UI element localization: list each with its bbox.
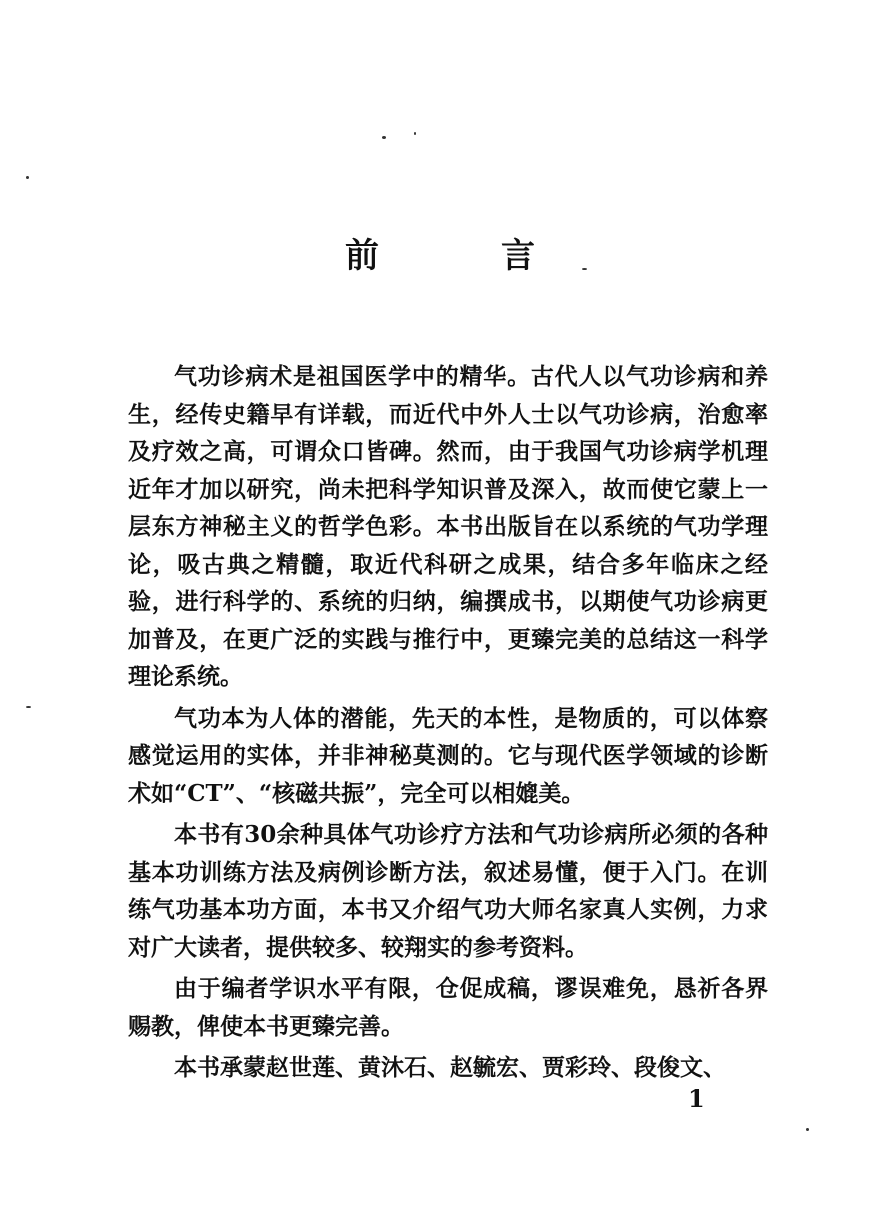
paragraph: 气功本为人体的潜能，先天的本性，是物质的，可以体察感觉运用的实体，并非神秘莫测的。它与现代医学领域的诊断术如“CT”、“核磁共振”，完全可以相媲美。 (128, 704, 768, 807)
paragraph: 本书承蒙赵世莲、黄沐石、赵毓宏、贾彩玲、段俊文、 (174, 1054, 726, 1081)
paragraph: 气功诊病术是祖国医学中的精华。古代人以气功诊病和养生，经传史籍早有详载，而近代中外人士以气功诊病，治愈率及疗效之高，可谓众口皆碑。然而，由于我国气功诊病学机理近年才加以研究，尚未把科学知识普及深入，故而使它蒙上一层东方神秘主义的哲学色彩。本书出版旨在以系统的气功学理论，吸古典之精髓，取近代科研之成果，结合多年临床之经验，进行科学的、系统的归纳，编撰成书，以期使气功诊病更加普及，在更广泛的实践与推行中，更臻完美的总结这一科学理论系统。 (128, 363, 768, 690)
scan-speck (414, 132, 416, 135)
paragraph: 本书有30余种具体气功诊疗方法和气功诊病所必须的各种基本功训练方法及病例诊断方法，叙述易懂，便于入门。在训练气功基本功方面，本书又介绍气功大师名家真人实例，力求对广大读者，提供较多、较翔实的参考资料。 (128, 821, 768, 961)
paragraph: 由于编者学识水平有限，仓促成稿，谬误难免，恳祈各界赐教，俾使本书更臻完善。 (128, 975, 768, 1040)
scan-speck (26, 176, 29, 179)
page-number: 1 (688, 1084, 705, 1113)
scan-speck (382, 136, 386, 139)
page-title: 前 言 (345, 236, 579, 276)
scan-speck (806, 1128, 809, 1131)
body-text (128, 358, 768, 1091)
scan-speck (26, 706, 31, 708)
